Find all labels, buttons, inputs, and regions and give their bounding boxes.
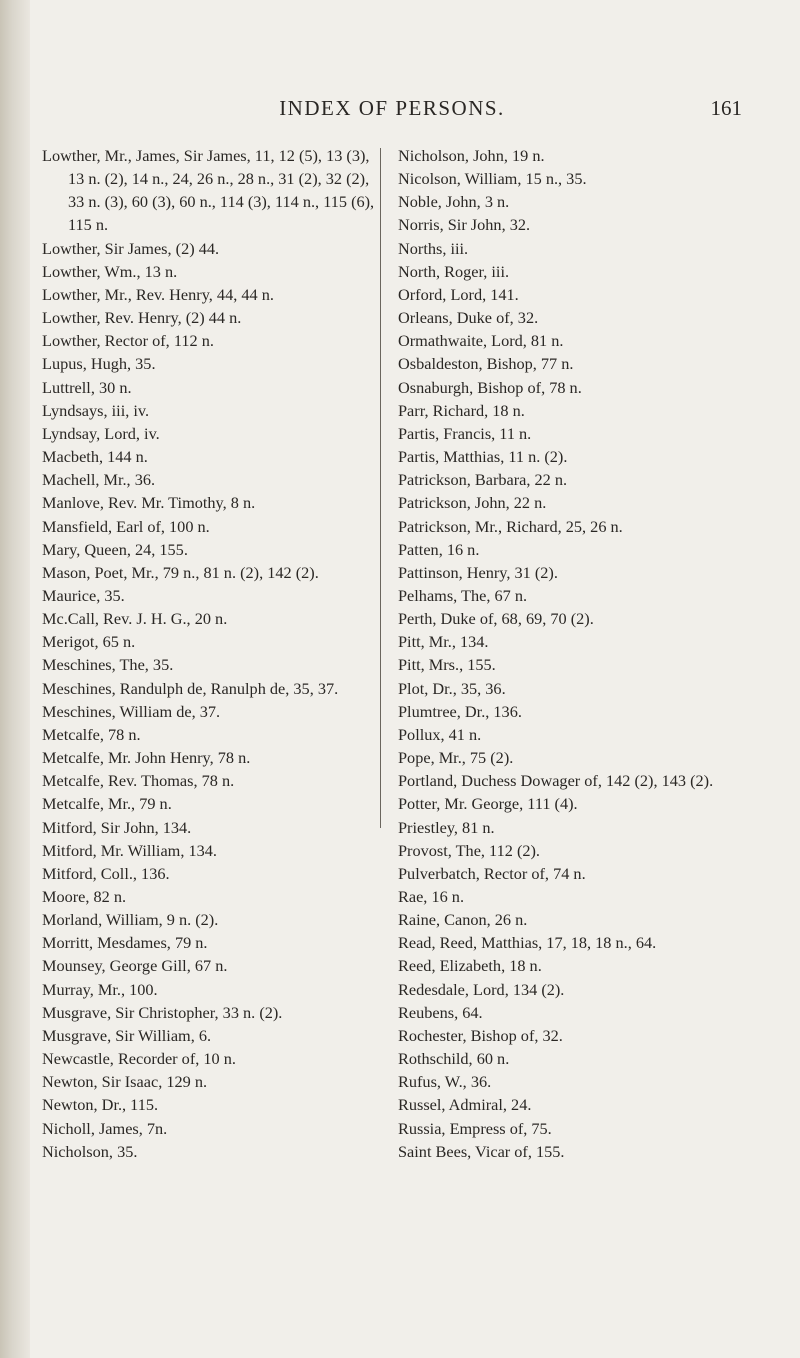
index-entry: Nicolson, William, 15 n., 35.: [398, 169, 587, 189]
index-entry: Norths, iii.: [398, 238, 469, 258]
index-entry: Raine, Canon, 26 n.: [398, 910, 528, 930]
index-entry: Rufus, W., 36.: [398, 1072, 492, 1092]
book-spine-shadow: [0, 0, 30, 1358]
index-entry: Metcalfe, Rev. Thomas, 78 n.: [42, 771, 235, 791]
index-entry: Moore, 82 n.: [42, 887, 127, 906]
index-entry: Newton, Dr., 115.: [42, 1095, 159, 1115]
page-number: 161: [710, 96, 742, 120]
index-entry: Metcalfe, Mr. John Henry, 78 n.: [42, 748, 251, 768]
index-entry: Mc.Call, Rev. J. H. G., 20 n.: [42, 609, 228, 629]
index-entry: Orleans, Duke of, 32.: [398, 308, 539, 328]
index-entry: Patrickson, Mr., Richard, 25, 26 n.: [398, 516, 623, 536]
index-entry: Partis, Matthias, 11 n. (2).: [398, 447, 568, 467]
index-entry: Meschines, William de, 37.: [42, 701, 221, 721]
index-entry: Newton, Sir Isaac, 129 n.: [42, 1072, 208, 1092]
index-entry: Pulverbatch, Rector of, 74 n.: [398, 863, 586, 883]
index-entry: Portland, Duchess Dowager of, 142 (2), 143 (2).: [398, 771, 714, 791]
index-entry: Morritt, Mesdames, 79 n.: [42, 933, 208, 953]
index-entry: Pollux, 41 n.: [398, 724, 482, 744]
index-entry: Murray, Mr., 100.: [42, 979, 158, 999]
index-entry: Pope, Mr., 75 (2).: [398, 748, 514, 768]
index-entry: Nicholson, 35.: [42, 1141, 138, 1161]
index-entry: North, Roger, iii.: [398, 261, 510, 281]
index-entry: Metcalfe, Mr., 79 n.: [42, 794, 172, 814]
index-entry: Merigot, 65 n.: [42, 632, 136, 652]
index-entry: Orford, Lord, 141.: [398, 284, 519, 304]
index-entry: Musgrave, Sir William, 6.: [42, 1025, 212, 1045]
index-column-right: [398, 144, 748, 1163]
index-entry: Saint Bees, Vicar of, 155.: [398, 1141, 565, 1161]
index-entry: Meschines, Randulph de, Ranulph de, 35, 37.: [42, 678, 339, 698]
index-entry: Metcalfe, 78 n.: [42, 724, 141, 744]
index-entry: Lowther, Sir James, (2) 44.: [42, 238, 220, 258]
index-entry: Patten, 16 n.: [398, 539, 480, 559]
index-entry: Machell, Mr., 36.: [42, 470, 156, 490]
index-entry: Osnaburgh, Bishop of, 78 n.: [398, 377, 582, 397]
index-entry: Perth, Duke of, 68, 69, 70 (2).: [398, 609, 594, 629]
index-entry: Musgrave, Sir Christopher, 33 n. (2).: [42, 1002, 283, 1022]
index-entry: Mitford, Coll., 136.: [42, 863, 170, 883]
index-entry: Rae, 16 n.: [398, 887, 465, 906]
index-entry: Mary, Queen, 24, 155.: [42, 539, 188, 559]
column-divider: [380, 148, 381, 828]
index-entry: Luttrell, 30 n.: [42, 377, 132, 397]
index-entry: Meschines, The, 35.: [42, 655, 174, 675]
index-entry: Osbaldeston, Bishop, 77 n.: [398, 354, 574, 374]
page-title: INDEX OF PERSONS.: [279, 96, 505, 120]
index-entry: Redesdale, Lord, 134 (2).: [398, 979, 565, 999]
index-entry: Manlove, Rev. Mr. Timothy, 8 n.: [42, 493, 256, 513]
index-entry: Russel, Admiral, 24.: [398, 1095, 532, 1115]
index-entry: Plot, Dr., 35, 36.: [398, 678, 506, 698]
index-entry: Lowther, Rector of, 112 n.: [42, 331, 214, 351]
index-entry: Lyndsay, Lord, iv.: [42, 423, 160, 443]
index-entry: Reed, Elizabeth, 18 n.: [398, 956, 542, 976]
index-entry: Patrickson, Barbara, 22 n.: [398, 470, 568, 490]
index-entry: Noble, John, 3 n.: [398, 192, 510, 212]
index-entry: Read, Reed, Matthias, 17, 18, 18 n., 64.: [398, 933, 657, 953]
index-entry: Pattinson, Henry, 31 (2).: [398, 562, 558, 582]
index-entry: Lowther, Mr., James, Sir James, 11, 12 (5), 13 (3), 13 n. (2), 14 n., 24, 26 n., 28 n., 31 (2), 32 (2), 33 n. (3), 60 (3), 60 n., 114 (3), 114 n., 115 (6), 115 n.: [42, 146, 375, 235]
index-entry: Norris, Sir John, 32.: [398, 215, 531, 235]
index-entry: Reubens, 64.: [398, 1002, 483, 1022]
index-entry: Russia, Empress of, 75.: [398, 1118, 552, 1138]
index-entry: Partis, Francis, 11 n.: [398, 423, 532, 443]
index-entry: Lowther, Rev. Henry, (2) 44 n.: [42, 308, 242, 328]
index-entry: Pitt, Mr., 134.: [398, 632, 489, 652]
index-entry: Mounsey, George Gill, 67 n.: [42, 956, 228, 976]
index-entry: Morland, William, 9 n. (2).: [42, 910, 219, 930]
index-column-left: [42, 144, 382, 1163]
index-entry: Patrickson, John, 22 n.: [398, 493, 547, 513]
index-entry: Lowther, Mr., Rev. Henry, 44, 44 n.: [42, 284, 274, 304]
index-entry: Mansfield, Earl of, 100 n.: [42, 516, 210, 536]
index-entry: Lowther, Wm., 13 n.: [42, 261, 178, 281]
index-entry: Newcastle, Recorder of, 10 n.: [42, 1049, 236, 1069]
index-entry: Plumtree, Dr., 136.: [398, 701, 522, 721]
index-entry: Provost, The, 112 (2).: [398, 840, 540, 860]
index-entry: Lyndsays, iii, iv.: [42, 400, 150, 420]
index-entry: Nicholson, John, 19 n.: [398, 146, 545, 165]
index-entry: Lupus, Hugh, 35.: [42, 354, 156, 374]
index-entry: Macbeth, 144 n.: [42, 447, 148, 467]
index-entry: Ormathwaite, Lord, 81 n.: [398, 331, 564, 351]
index-entry: Rochester, Bishop of, 32.: [398, 1025, 563, 1045]
index-entry: Nicholl, James, 7n.: [42, 1118, 168, 1138]
running-header: [42, 96, 742, 126]
index-entry: Pelhams, The, 67 n.: [398, 585, 528, 605]
index-entry: Potter, Mr. George, 111 (4).: [398, 794, 578, 814]
index-entry: Pitt, Mrs., 155.: [398, 655, 496, 675]
index-entry: Priestley, 81 n.: [398, 817, 495, 837]
index-page: [42, 0, 782, 1358]
index-entry: Mitford, Mr. William, 134.: [42, 840, 217, 860]
index-entry: Maurice, 35.: [42, 585, 125, 605]
index-entry: Parr, Richard, 18 n.: [398, 400, 525, 420]
index-entry: Mitford, Sir John, 134.: [42, 817, 192, 837]
index-entry: Mason, Poet, Mr., 79 n., 81 n. (2), 142 (2).: [42, 562, 319, 582]
index-entry: Rothschild, 60 n.: [398, 1049, 510, 1069]
